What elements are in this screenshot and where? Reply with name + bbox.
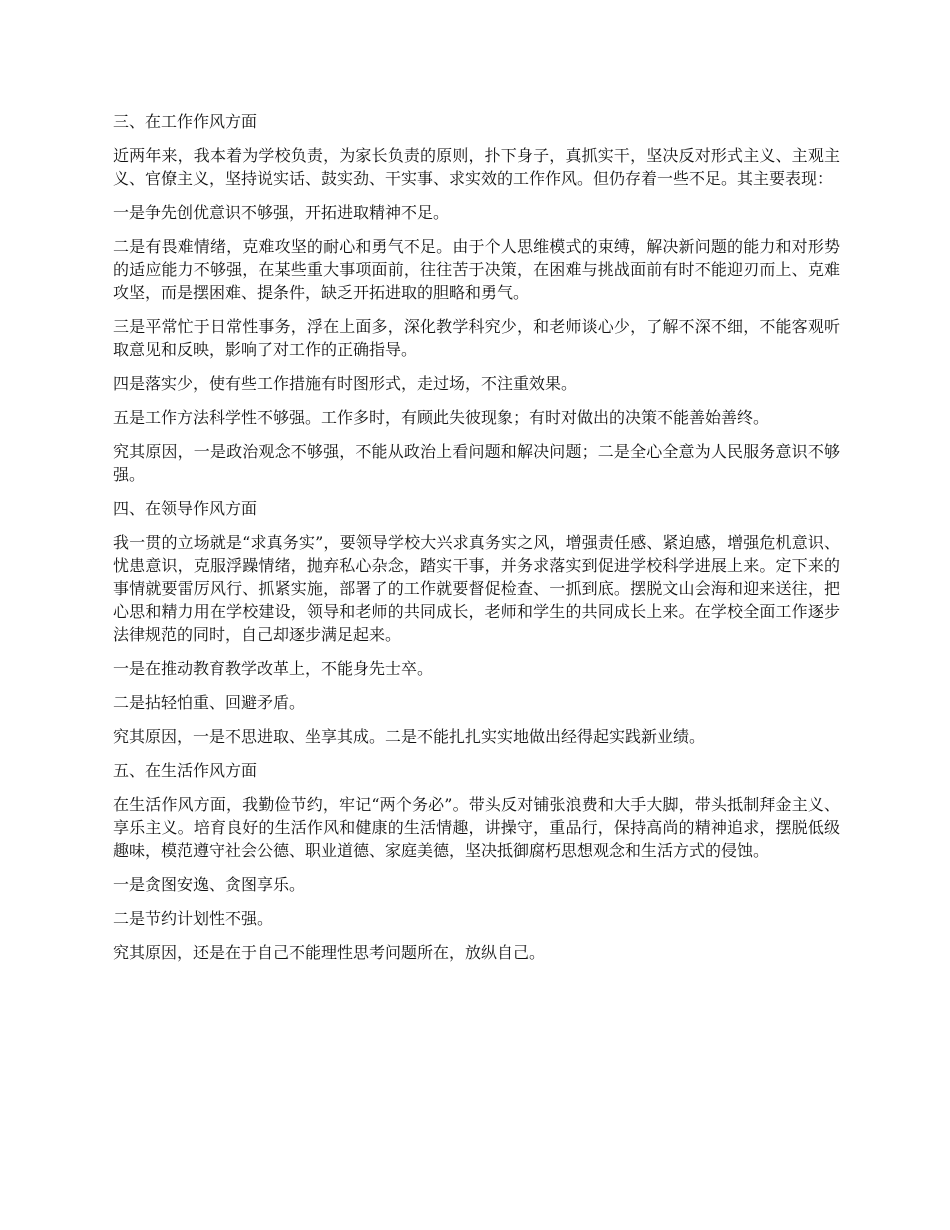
paragraph-life-point-2: 二是节约计划性不强。 (113, 909, 274, 928)
paragraph-cause-life: 究其原因，还是在于自己不能理性思考问题所在，放纵自己。 (113, 943, 546, 962)
paragraph-point-2: 二是有畏难情绪，克难攻坚的耐心和勇气不足。由于个人思维模式的束缚，解决新问题的能力和对形势的适应能力不够强，在某些重大事项面前，往往苦于决策，在困难与挑战面前有时不能迎刃而上、克难攻坚，而是摆困难、提条件，缺乏开拓进取的胆略和勇气。 (113, 237, 840, 302)
paragraph-leadership-point-2: 二是拈轻怕重、回避矛盾。 (113, 693, 306, 712)
paragraph-intro: 近两年来，我本着为学校负责，为家长负责的原则，扑下身子，真抓实干，坚决反对形式主义、主观主义、官僚主义，坚持说实话、鼓实劲、干实事、求实效的工作作风。但仍存着一些不足。其主要表现： (113, 146, 840, 188)
paragraph-life: 在生活作风方面，我勤俭节约，牢记“两个务必”。带头反对铺张浪费和大手大脚，带头抵制拜金主义、享乐主义。培育良好的生活作风和健康的生活情趣，讲操守，重品行，保持高尚的精神追求，摆脱低级趣味，模范遵守社会公德、职业道德、家庭美德，坚决抵御腐朽思想观念和生活方式的侵蚀。 (113, 795, 840, 860)
paragraph-leadership-point-1: 一是在推动教育教学改革上，不能身先士卒。 (113, 659, 434, 678)
paragraph-point-4: 四是落实少，使有些工作措施有时图形式，走过场，不注重效果。 (113, 374, 578, 393)
paragraph-cause-work: 究其原因，一是政治观念不够强，不能从政治上看问题和解决问题；二是全心全意为人民服务意识不够强。 (113, 442, 840, 484)
paragraph-life-point-1: 一是贪图安逸、贪图享乐。 (113, 875, 306, 894)
document-page (113, 110, 840, 975)
section-heading-leadership-style: 四、在领导作风方面 (113, 499, 258, 518)
paragraph-point-5: 五是工作方法科学性不够强。工作多时，有顾此失彼现象；有时对做出的决策不能善始善终。 (113, 408, 770, 427)
paragraph-point-1: 一是争先创优意识不够强，开拓进取精神不足。 (113, 203, 450, 222)
paragraph-leadership: 我一贯的立场就是“求真务实”，要领导学校大兴求真务实之风，增强责任感、紧迫感，增强危机意识、忧患意识，克服浮躁情绪，抛弃私心杂念，踏实干事，并务求落实到促进学校科学进展上来。定下来的事情就要雷厉风行、抓紧实施，部署了的工作就要督促检查、一抓到底。摆脱文山会海和迎来送往，把心思和精力用在学校建设，领导和老师的共同成长，老师和学生的共同成长上来。在学校全面工作逐步法律规范的同时，自己却逐步满足起来。 (113, 533, 840, 644)
section-heading-life-style: 五、在生活作风方面 (113, 761, 258, 780)
paragraph-point-3: 三是平常忙于日常性事务，浮在上面多，深化教学科究少，和老师谈心少，了解不深不细，不能客观听取意见和反映，影响了对工作的正确指导。 (113, 317, 840, 359)
section-heading-work-style: 三、在工作作风方面 (113, 112, 258, 131)
paragraph-cause-leadership: 究其原因，一是不思进取、坐享其成。二是不能扎扎实实地做出经得起实践新业绩。 (113, 727, 706, 746)
